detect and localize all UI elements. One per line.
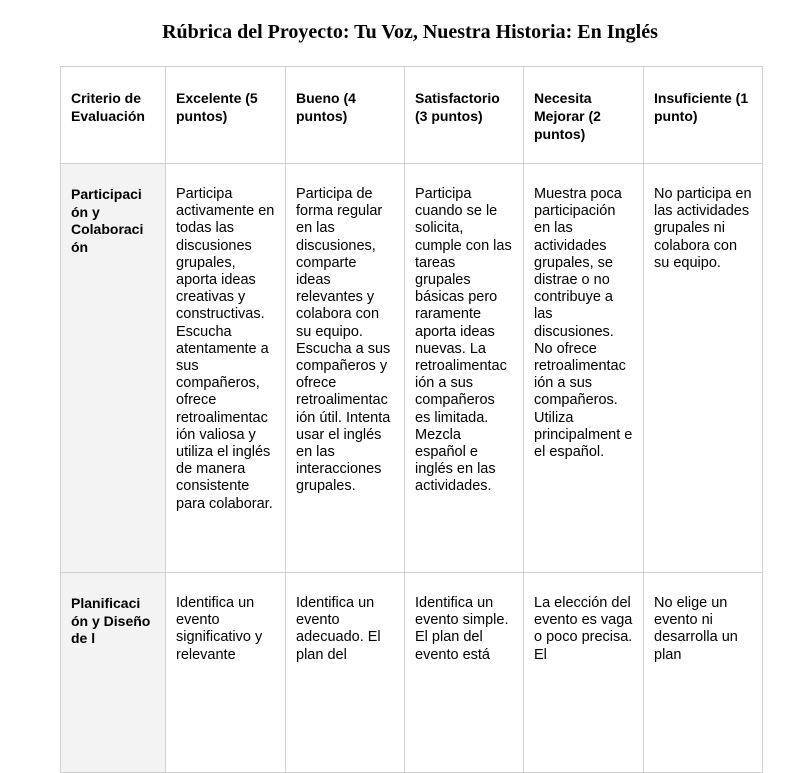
rubric-header	[61, 67, 763, 164]
rubric-table	[60, 66, 763, 773]
table-cell: La elección del evento es vaga o poco precisa. El	[524, 573, 644, 773]
header-necesita-mejorar: Necesita Mejorar (2 puntos)	[524, 67, 644, 164]
table-cell: No participa en las actividades grupales ni colabora con su equipo.	[644, 164, 763, 573]
table-cell: Identifica un evento adecuado. El plan del	[286, 573, 405, 773]
header-criterion: Criterio de Evaluación	[61, 67, 166, 164]
table-cell: Identifica un evento significativo y relevante	[166, 573, 286, 773]
table-cell: Participa activamente en todas las discusiones grupales, aporta ideas creativas y constructivas. Escucha atentamente a sus compañeros, ofrece retroalimentac ión valiosa y utiliza el inglés de manera consistente para colaborar.	[166, 164, 286, 573]
table-cell: Participa de forma regular en las discusiones, comparte ideas relevantes y colabora con su equipo. Escucha a sus compañeros y ofrece retroalimentac ión útil. Intenta usar el inglés en las interacciones grupales.	[286, 164, 405, 573]
document-title: Rúbrica del Proyecto: Tu Voz, Nuestra Historia: En Inglés	[162, 21, 658, 43]
table-row	[61, 164, 763, 573]
header-excelente: Excelente (5 puntos)	[166, 67, 286, 164]
table-cell: Muestra poca participación en las actividades grupales, se distrae o no contribuye a las discusiones. No ofrece retroalimentac ión a sus compañeros. Utiliza principalment e el español.	[524, 164, 644, 573]
criterion-cell: Participaci ón y Colaboraci ón	[61, 164, 166, 573]
criterion-cell: Planificaci ón y Diseño de l	[61, 573, 166, 773]
table-row	[61, 573, 763, 773]
table-cell: Identifica un evento simple. El plan del evento está	[405, 573, 524, 773]
header-bueno: Bueno (4 puntos)	[286, 67, 405, 164]
header-insuficiente: Insuficiente (1 punto)	[644, 67, 763, 164]
header-satisfactorio: Satisfactorio (3 puntos)	[405, 67, 524, 164]
header-row	[61, 67, 763, 164]
table-cell: Participa cuando se le solicita, cumple con las tareas grupales básicas pero raramente aporta ideas nuevas. La retroalimentac ión a sus compañeros es limitada. Mezcla español e inglés en las actividades.	[405, 164, 524, 573]
table-cell: No elige un evento ni desarrolla un plan	[644, 573, 763, 773]
rubric-body	[61, 164, 763, 773]
